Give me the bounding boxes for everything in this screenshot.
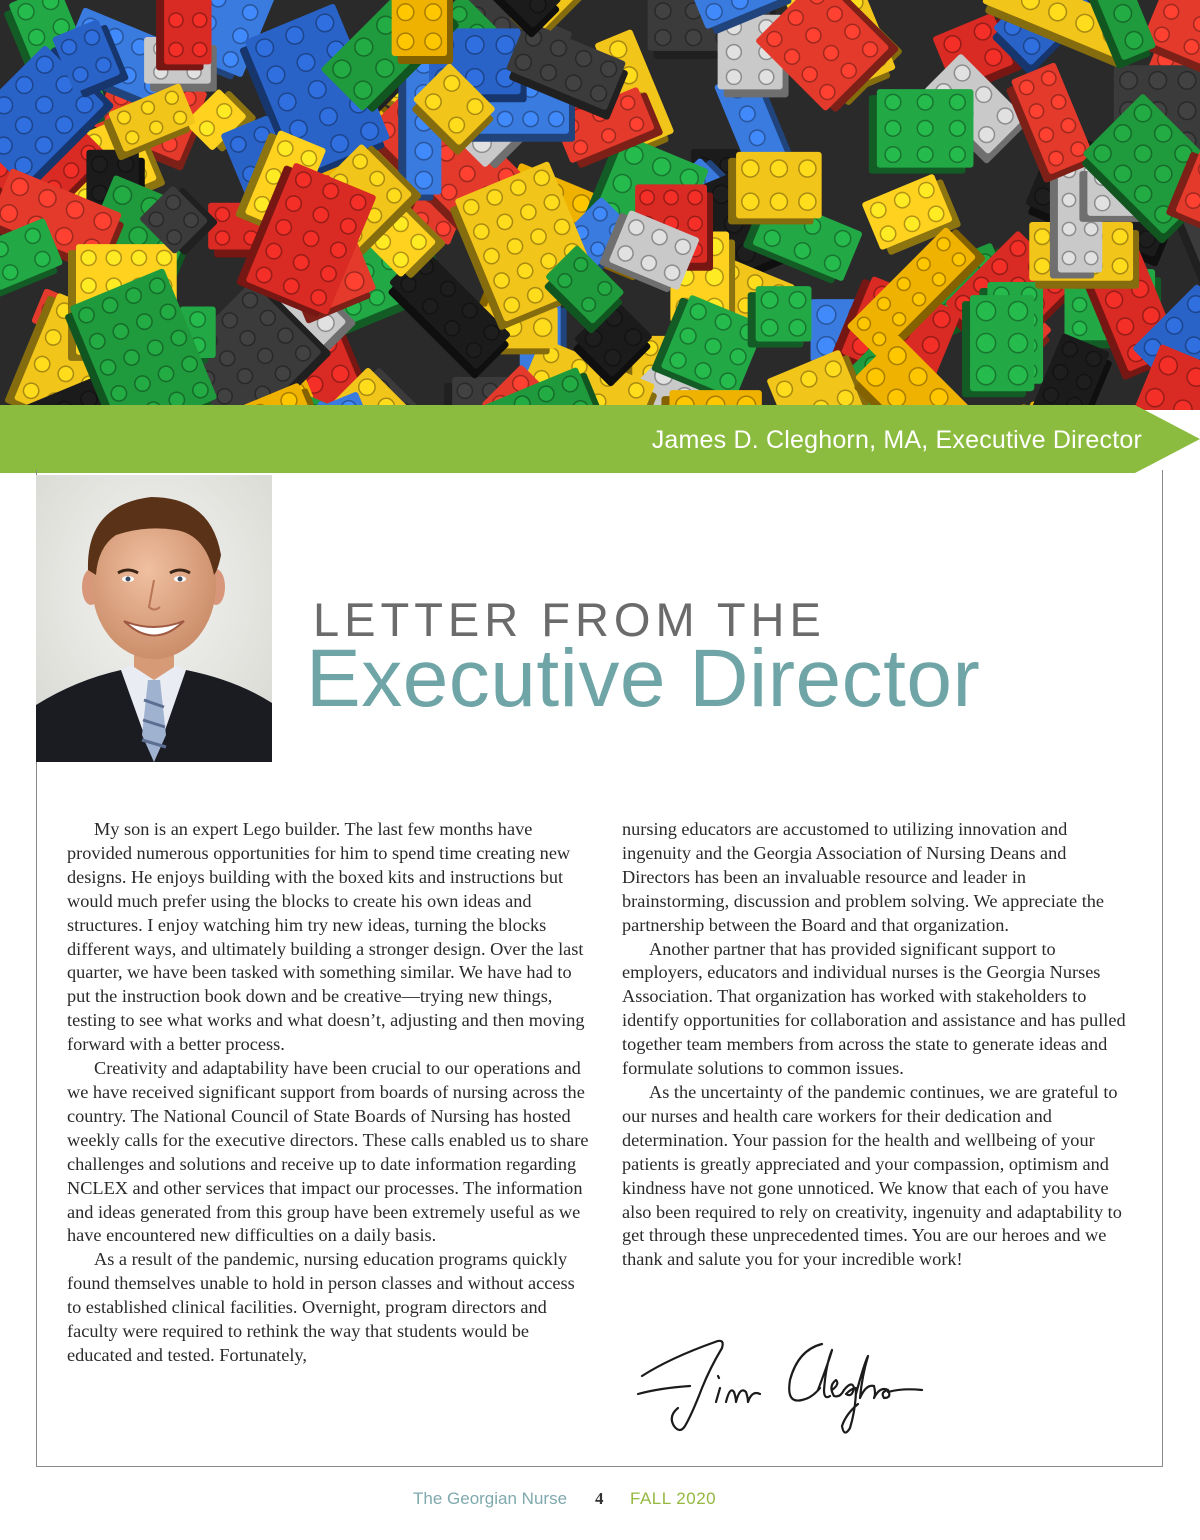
author-line: James D. Cleghorn, MA, Executive Director: [651, 426, 1142, 454]
footer-issue: FALL 2020: [630, 1489, 717, 1508]
lego-brick: [962, 295, 1034, 397]
lego-brick: [869, 89, 974, 174]
paragraph: Creativity and adaptability have been crucial to our operations and we have received significant support from boards of nursing across the country. The National Council of State Boards of Nursing has hosted weekly calls for the executive directors. These calls enabled us to share challenges and solutions and receive up to date information regarding NCLEX and other services that impact our processes. The information and ideas generated from this group have been extremely useful as we have encountered new difficulties on a daily basis.: [67, 1058, 589, 1246]
paragraph: Another partner that has provided significant support to employers, educators and individual nurses is the Georgia Nurses Association. That organization has worked with stakeholders to identify opportunities for collaboration and assistance and has pulled together team members from across the state to generate ideas and formulate solutions to common issues.: [622, 938, 1126, 1079]
paragraph: nursing educators are accustomed to utilizing innovation and ingenuity and the Georgia Association of Nursing Deans and Directors has been an invaluable resource and leader in brainstorming, discussion and problem solving. We appreciate the partnership between the Board and that organization.: [622, 819, 1105, 935]
body-column-left: [67, 818, 592, 1368]
paragraph: As the uncertainty of the pandemic continues, we are grateful to our nurses and health care workers for their dedication and determination. Your passion for the health and wellbeing of your patients is greatly appreciated and your compassion, optimism and kindness have not gone unnoticed. We know that each of you have also been required to rely on creativity, ingenuity and adaptability to get through these unprecedented times. You are our heroes and we thank and salute you for your incredible work!: [622, 1081, 1122, 1270]
lego-bricks-icon: [0, 0, 1200, 410]
paragraph: As a result of the pandemic, nursing education programs quickly found themselves unable to hold in person classes and without access to established clinical facilities. Overnight, program directors and faculty were required to rethink the way that students would be educated and tested. Fortunately,: [67, 1249, 575, 1365]
paragraph: My son is an expert Lego builder. The last few months have provided numerous opportunities for him to spend time creating new designs. He enjoys building with the boxed kits and instructions but would much prefer using the blocks to create his own ideas and structures. I enjoy watching him try new ideas, turning the blocks different ways, and ultimately building a stronger design. Over the last quarter, we have been tasked with something similar. We have had to put the instruction book down and be creative—trying new things, testing to see what works and what doesn’t, adjusting and then moving forward with a better process.: [67, 819, 585, 1055]
page-footer: [0, 1486, 1200, 1512]
portrait-photo: [36, 475, 272, 762]
lego-brick: [156, 0, 211, 70]
handwritten-signature-icon: [630, 1328, 930, 1443]
lego-brick: [392, 0, 453, 64]
lego-brick: [728, 152, 822, 224]
page-number: 4: [595, 1489, 604, 1508]
footer-publication: The Georgian Nurse: [413, 1489, 568, 1508]
body-column-right: [622, 818, 1134, 1272]
heading-kicker: LETTER FROM THE: [313, 593, 826, 646]
hero-lego-photo: [0, 0, 1200, 410]
signature-image: [630, 1328, 930, 1443]
lego-brick: [748, 286, 812, 347]
page-title: Executive Director: [306, 633, 981, 724]
portrait-icon: [36, 475, 272, 762]
